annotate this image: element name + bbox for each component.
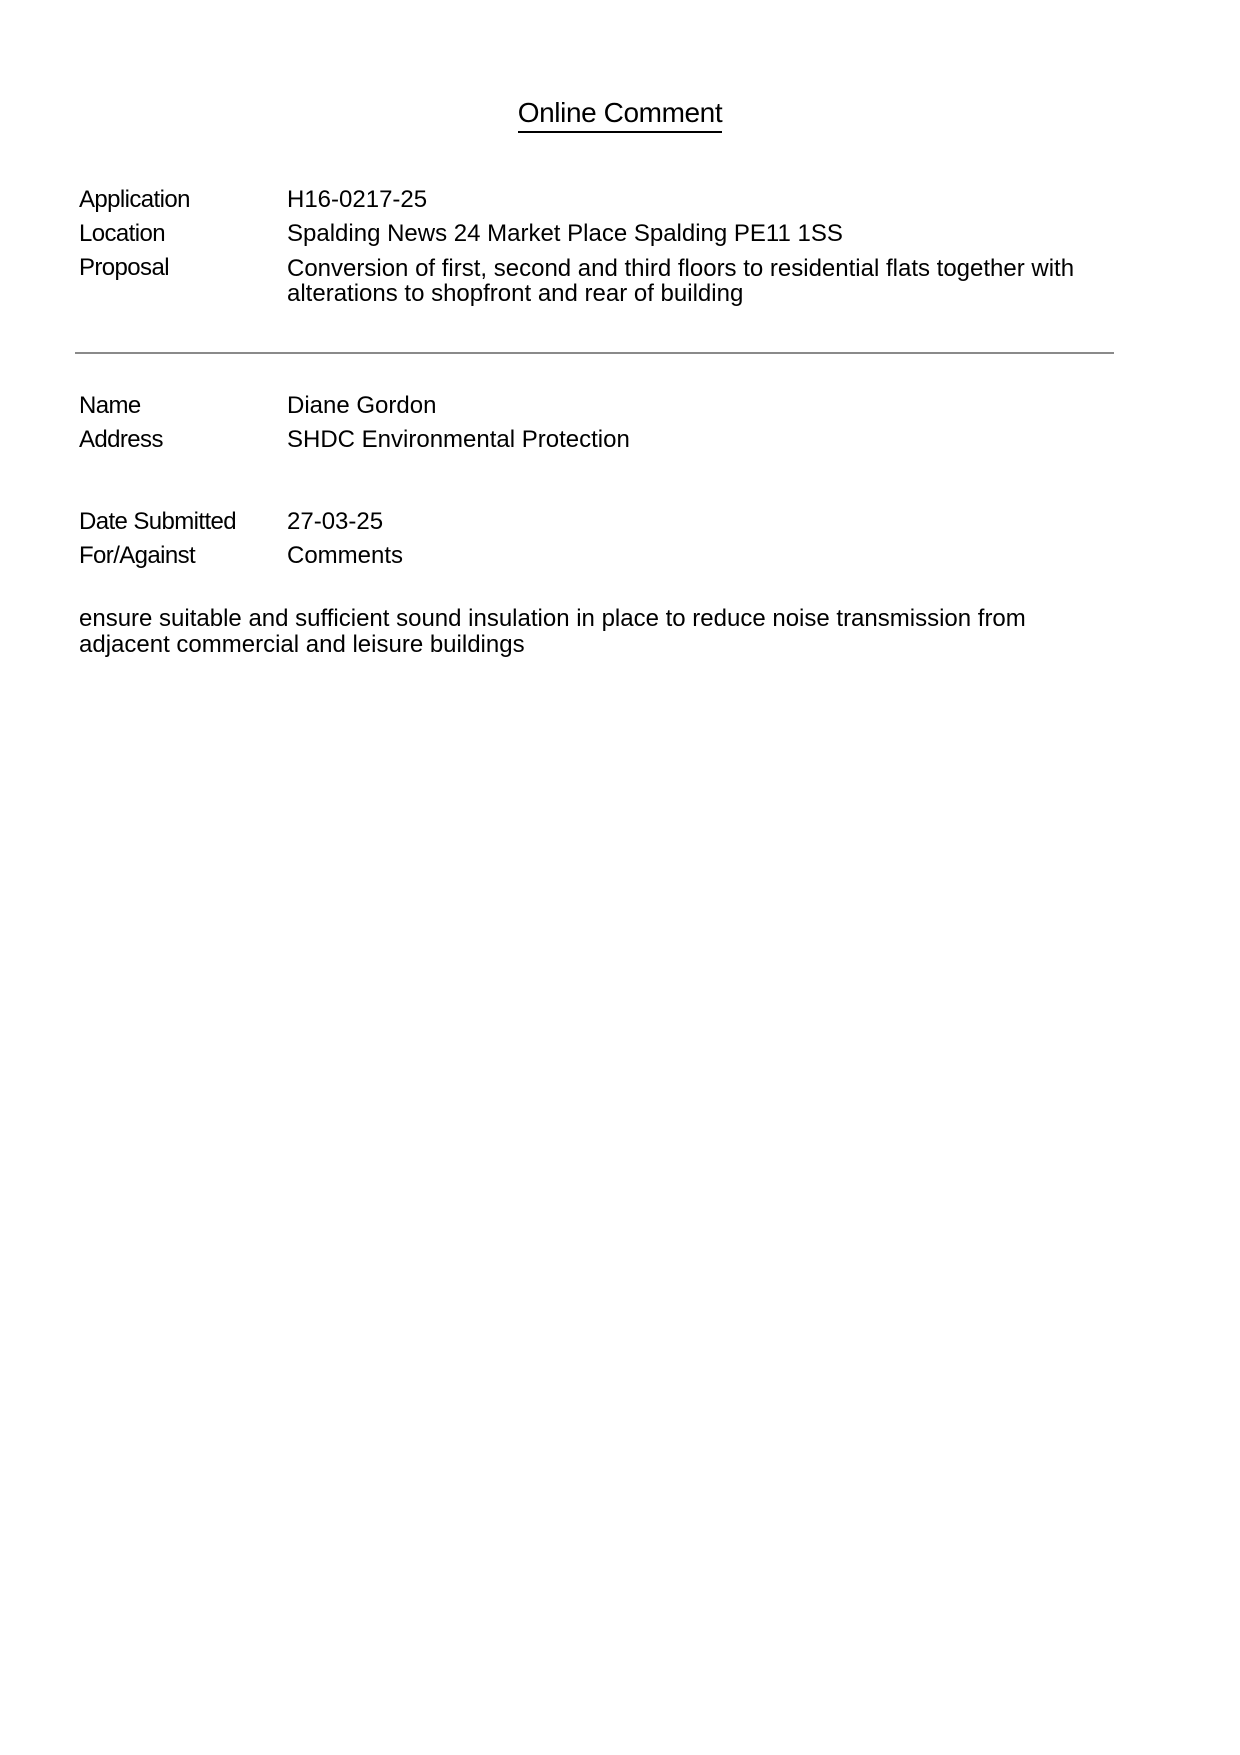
date-submitted-value: 27-03-25 — [287, 508, 384, 535]
proposal-value: Conversion of first, second and third floors to residential flats together with alterations to shopfront and rear of building — [287, 255, 1075, 307]
page-title-text: Online Comment — [518, 96, 722, 133]
section-divider — [75, 352, 1114, 354]
address-row — [79, 423, 1119, 457]
location-value: Spalding News 24 Market Place Spalding PE11 1SS — [287, 220, 843, 247]
location-label: Location — [79, 220, 165, 247]
submission-details — [79, 505, 1119, 573]
date-submitted-label: Date Submitted — [79, 508, 237, 535]
application-value: H16-0217-25 — [287, 186, 428, 213]
comment-text: ensure suitable and sufficient sound insulation in place to reduce noise transmission from adjacent commercial and leisure buildings — [79, 605, 1026, 658]
for-against-value: Comments — [287, 542, 404, 569]
address-value: SHDC Environmental Protection — [287, 426, 630, 453]
location-row — [79, 217, 1119, 251]
application-details — [79, 183, 1119, 310]
proposal-label: Proposal — [79, 254, 169, 281]
application-label: Application — [79, 186, 190, 213]
page-title — [0, 96, 1240, 133]
commenter-details — [79, 389, 1119, 457]
for-against-label: For/Against — [79, 542, 196, 569]
name-row — [79, 389, 1119, 423]
name-value: Diane Gordon — [287, 392, 437, 419]
date-submitted-row — [79, 505, 1119, 539]
application-row — [79, 183, 1119, 217]
name-label: Name — [79, 392, 141, 419]
proposal-row — [79, 251, 1119, 310]
for-against-row — [79, 539, 1119, 573]
address-label: Address — [79, 426, 163, 453]
